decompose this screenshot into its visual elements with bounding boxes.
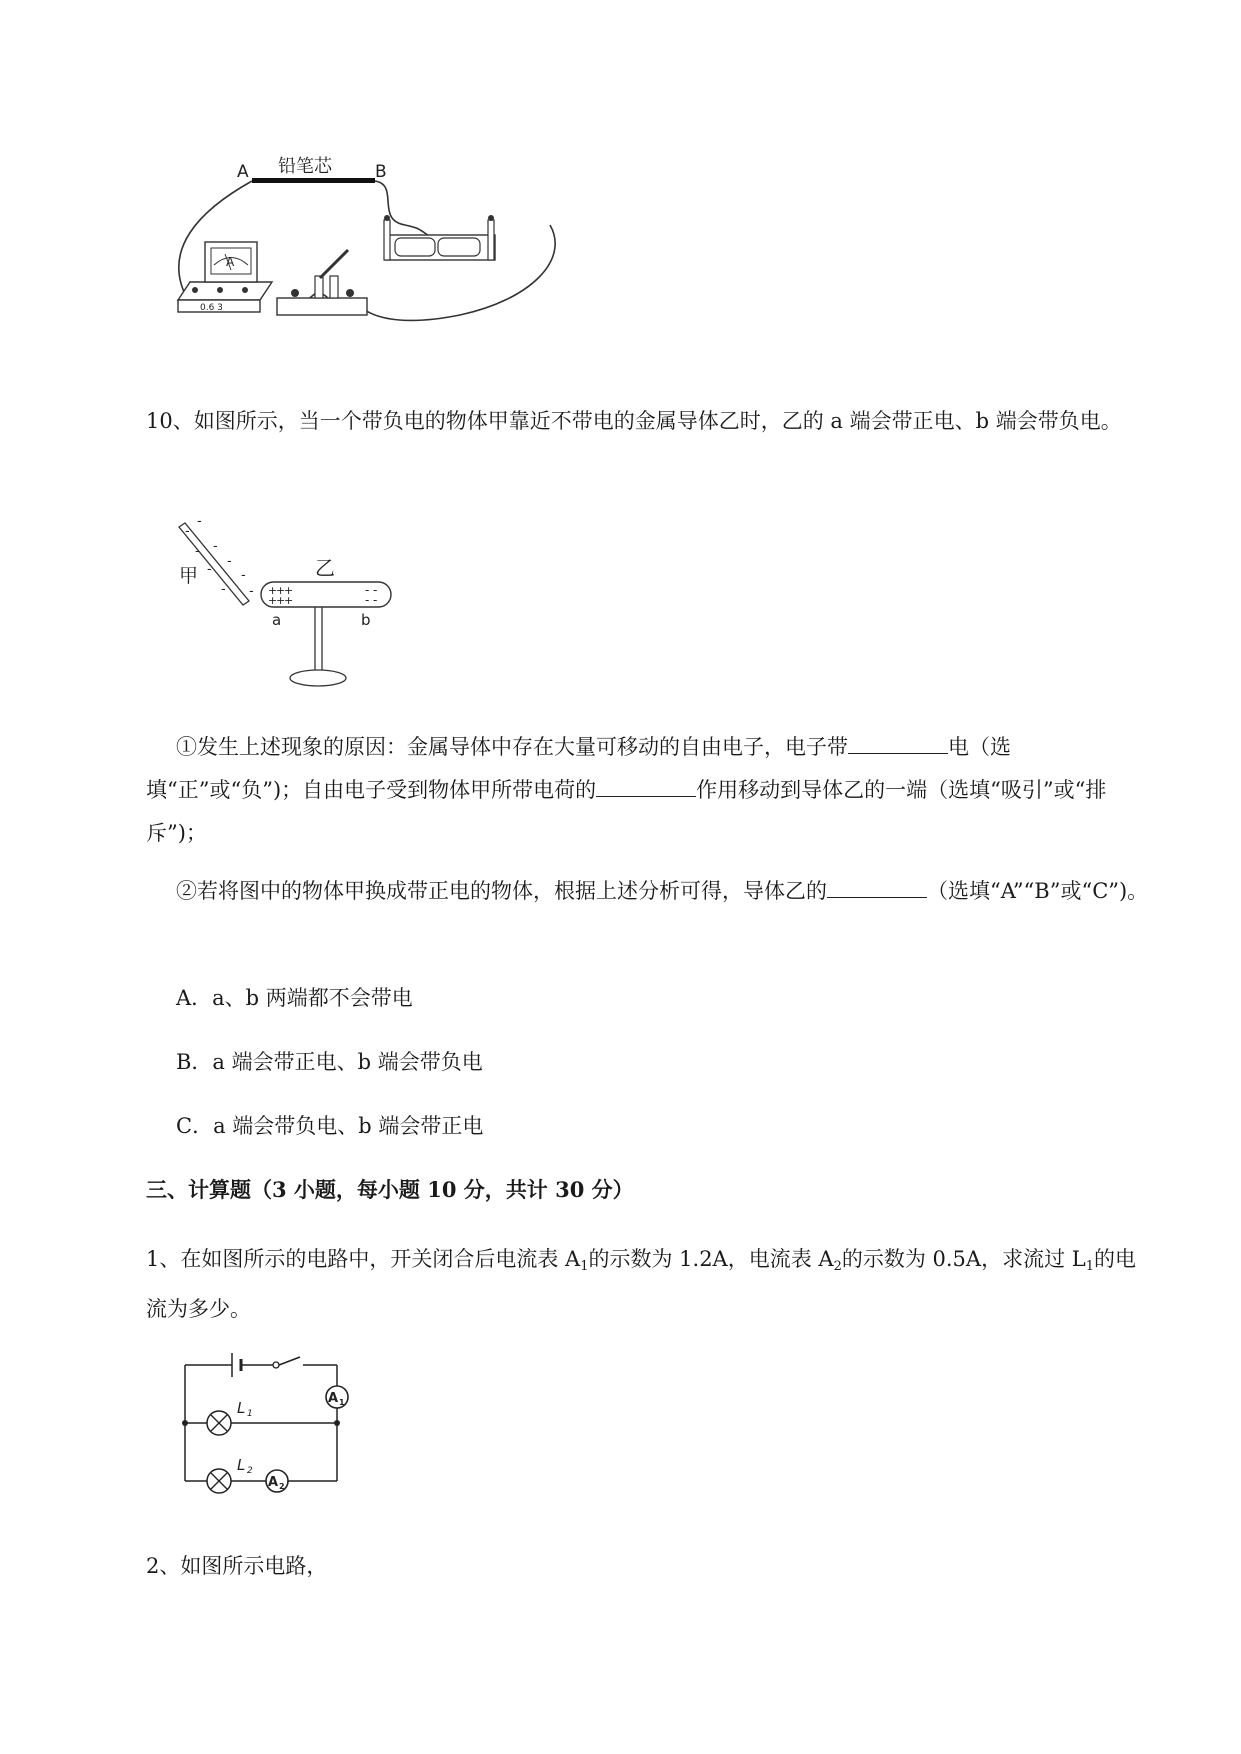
pencil-label-a: A: [237, 162, 249, 182]
label-a1: A: [328, 1391, 339, 1406]
label-l2: L: [237, 1456, 246, 1474]
plus-sign: +: [276, 584, 286, 597]
plus-sign: +: [268, 584, 278, 597]
calc1-part1: 1、在如图所示的电路中，开关闭合后电流表 A: [146, 1247, 581, 1271]
pencil-label-b: B: [375, 162, 387, 182]
plus-sign: +: [276, 594, 286, 607]
option-a[interactable]: A．a、b 两端都不会带电: [176, 986, 413, 1010]
question-10-sub1: [146, 726, 1156, 855]
charge-induction-figure: [175, 515, 395, 690]
label-l2-sub: 2: [247, 1466, 253, 1476]
parallel-circuit-figure: [175, 1345, 365, 1500]
plus-sign: +: [284, 584, 294, 597]
label-a1-sub: 1: [339, 1398, 345, 1407]
calc1-part4: 的电流为多少。: [146, 1247, 1136, 1321]
blank-1[interactable]: [848, 731, 948, 754]
option-b[interactable]: B．a 端会带正电、b 端会带负电: [176, 1050, 483, 1074]
sub2-part2: （选填“A”“B”或“C”)。: [927, 879, 1149, 903]
minus-sign: -: [227, 554, 232, 569]
minus-sign: -: [249, 584, 254, 599]
calc1-sub1: 1: [580, 1259, 589, 1274]
plus-sign: +: [268, 594, 278, 607]
label-l1-sub: 1: [247, 1409, 253, 1419]
option-c[interactable]: C．a 端会带负电、b 端会带正电: [176, 1114, 484, 1138]
question-10-text: 10、如图所示，当一个带负电的物体甲靠近不带电的金属导体乙时，乙的 a 端会带正电、b 端会带负电。: [146, 409, 1122, 433]
label-a2: A: [268, 1475, 279, 1490]
label-jia: 甲: [179, 565, 199, 587]
switch-contact-icon: [273, 1362, 279, 1368]
battery-pack-icon: [384, 215, 495, 260]
minus-sign: -: [241, 568, 246, 583]
minus-sign: -: [373, 593, 378, 607]
junction-dot: [334, 1420, 340, 1426]
junction-dot: [182, 1420, 188, 1426]
ammeter-scale: 0.6 3: [200, 303, 223, 313]
sub2-part1: ②若将图中的物体甲换成带正电的物体，根据上述分析可得，导体乙的: [176, 879, 827, 903]
minus-sign: -: [365, 583, 370, 597]
calc1-part3: 的示数为 0.5A，求流过 L: [841, 1247, 1086, 1271]
label-l1: L: [237, 1399, 246, 1417]
pencil-lead-bar: [252, 178, 375, 183]
blank-3[interactable]: [827, 875, 927, 898]
sub1-part1: ①发生上述现象的原因：金属导体中存在大量可移动的自由电子，电子带: [176, 735, 848, 759]
label-a2-sub: 2: [279, 1482, 285, 1491]
label-a: a: [272, 611, 282, 629]
lamp-l1-icon: [207, 1411, 231, 1435]
lamp-l2-icon: [207, 1469, 231, 1493]
calc1-sub2: 2: [833, 1259, 842, 1274]
minus-sign: -: [185, 524, 190, 539]
minus-sign: -: [373, 583, 378, 597]
minus-sign: -: [365, 593, 370, 607]
knife-switch-icon: [277, 250, 367, 315]
label-yi: 乙: [315, 556, 335, 580]
calc-question-2: 2、如图所示电路，: [146, 1554, 328, 1578]
minus-sign: -: [221, 582, 226, 597]
minus-sign: -: [213, 539, 218, 554]
calc-question-1: [146, 1238, 1156, 1331]
minus-sign: -: [195, 544, 200, 559]
sub1-part2: 电（选填“正”或“负”)；自由电子受到物体甲所带电荷的: [146, 735, 1011, 802]
label-b: b: [361, 611, 371, 629]
calc1-part2: 的示数为 1.2A，电流表 A: [588, 1247, 834, 1271]
ammeter-icon: [178, 242, 272, 312]
pencil-lead-circuit-figure: [170, 150, 590, 365]
minus-sign: -: [197, 515, 202, 529]
section-3-heading: 三、计算题（3 小题，每小题 10 分，共计 30 分）: [146, 1177, 634, 1202]
minus-sign: -: [207, 562, 212, 577]
blank-2[interactable]: [596, 774, 696, 797]
pencil-label-core: 铅笔芯: [278, 156, 332, 177]
ammeter-letter: A: [226, 255, 235, 269]
calc1-sub3: 1: [1085, 1259, 1094, 1274]
sub1-part3: 作用移动到导体乙的一端（选填“吸引”或“排斥”)；: [146, 778, 1107, 845]
plus-sign: +: [284, 594, 294, 607]
question-10-sub2: [146, 870, 1156, 913]
